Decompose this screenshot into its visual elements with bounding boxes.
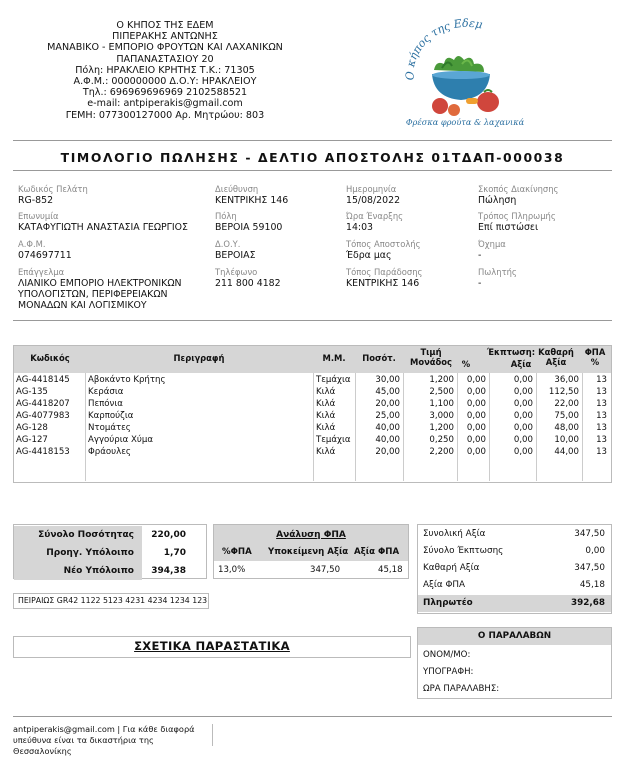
th-price: Τιμή Μονάδος (409, 347, 453, 367)
cell-net-value: 22,00 (554, 399, 579, 409)
table-row (14, 422, 611, 434)
cell-vat-pct: 13 (596, 399, 607, 409)
footer-line-1: antpiperakis@gmail.com | Για κάθε διαφορά (13, 724, 195, 734)
field-start-time: Ώρα Έναρξης 14:03 (346, 211, 404, 233)
cell-description: Καρπούζια (88, 411, 134, 421)
field-customer-profession: Επάγγελμα ΛΙΑΝΙΚΟ ΕΜΠΟΡΙΟ ΗΛΕΚΤΡΟΝΙΚΩΝ ΥΠΟΛΟΓΙΣΤΩΝ, ΠΕΡΙΦΕΡΕΙΑΚΩΝ ΜΟΝΑΔΩΝ ΚΑΙ ΛΟΓΙΣΜΙΚΟΥ (18, 267, 182, 311)
cell-discount-value: 0,00 (513, 387, 533, 397)
th-code: Κωδικός (30, 353, 70, 363)
receiver-box (417, 627, 612, 699)
receiver-signature-label: ΥΠΟΓΡΑΦΗ: (423, 667, 474, 677)
vegetable-bowl-icon (432, 56, 499, 116)
new-balance-row: Νέο Υπόλοιπο 394,38 (14, 562, 206, 580)
cell-description: Αγγούρια Χύμα (88, 435, 154, 445)
field-doy: Δ.Ο.Υ. ΒΕΡΟΙΑΣ (215, 239, 256, 261)
table-row (14, 446, 611, 458)
cell-qty: 20,00 (375, 399, 400, 409)
vat-row-pct: 13,0% (218, 565, 246, 575)
issuer-city: Πόλη: ΗΡΑΚΛΕΙΟ ΚΡΗΤΗΣ Τ.Κ.: 71305 (75, 64, 255, 76)
cell-unit: Τεμάχια (316, 435, 351, 445)
vat-row-base: 347,50 (310, 565, 341, 575)
footer-line-2: υπεύθυνα είναι τα δικαστήρια της Θεσσαλονίκης (13, 735, 154, 756)
cell-net-value: 10,00 (554, 435, 579, 445)
cell-vat-pct: 13 (596, 435, 607, 445)
cell-vat-pct: 13 (596, 387, 607, 397)
cell-discount-pct: 0,00 (466, 447, 486, 457)
info-divider (13, 320, 612, 321)
cell-net-value: 112,50 (548, 387, 579, 397)
cell-vat-pct: 13 (596, 375, 607, 385)
cell-price: 2,500 (429, 387, 454, 397)
cell-description: Ντομάτες (88, 423, 131, 433)
invoice-summary (417, 524, 612, 614)
vat-th-base: Υποκείμενη Αξία (268, 547, 349, 557)
cell-code: AG-4418153 (16, 447, 70, 457)
th-qty: Ποσότ. (362, 353, 396, 363)
cell-code: AG-4418145 (16, 375, 70, 385)
cell-unit: Κιλά (316, 447, 336, 457)
issuer-block (40, 20, 290, 121)
th-discount-pct: % (461, 359, 471, 369)
logo-arc-text: Ο κήπος της Εδεμ (403, 18, 484, 81)
issuer-activity: ΜΑΝΑΒΙΚΟ - ΕΜΠΟΡΙΟ ΦΡΟΥΤΩΝ ΚΑΙ ΛΑΧΑΝΙΚΩΝ (47, 42, 283, 54)
document-title: ΤΙΜΟΛΟΓΙΟ ΠΩΛΗΣΗΣ - ΔΕΛΤΙΟ ΑΠΟΣΤΟΛΗΣ 01ΤΔΑΠ-000038 (60, 150, 565, 165)
title-divider (13, 170, 612, 171)
company-logo (402, 18, 528, 130)
summary-discount: Σύνολο Έκπτωσης 0,00 (423, 546, 605, 556)
issuer-street: ΠΑΠΑΝΑΣΤΑΣΙΟΥ 20 (116, 53, 214, 65)
vat-row-value: 45,18 (378, 565, 403, 575)
cell-vat-pct: 13 (596, 423, 607, 433)
summary-vat: Αξία ΦΠΑ 45,18 (423, 580, 605, 590)
cell-vat-pct: 13 (596, 447, 607, 457)
quantity-totals (13, 524, 207, 579)
receiver-time-label: ΩΡΑ ΠΑΡΑΛΑΒΗΣ: (423, 684, 500, 694)
cell-code: AG-4077983 (16, 411, 70, 421)
cell-code: AG-135 (16, 387, 48, 397)
cell-discount-pct: 0,00 (466, 399, 486, 409)
vat-th-value: Αξία ΦΠΑ (354, 547, 400, 557)
issuer-email: e-mail: antpiperakis@gmail.com (87, 98, 243, 110)
cell-unit: Κιλά (316, 387, 336, 397)
cell-discount-value: 0,00 (513, 411, 533, 421)
cell-discount-pct: 0,00 (466, 375, 486, 385)
field-purpose: Σκοπός Διακίνησης Πώληση (478, 184, 559, 206)
cell-code: AG-128 (16, 423, 48, 433)
table-row (14, 398, 611, 410)
field-date: Ημερομηνία 15/08/2022 (346, 184, 401, 206)
th-discount: Έκπτωση: (486, 347, 536, 357)
cell-unit: Κιλά (316, 399, 336, 409)
cell-description: Αβοκάντο Κρήτης (88, 375, 166, 385)
issuer-gemh: ΓΕΜΗ: 077300127000 Αρ. Μητρώου: 803 (65, 109, 265, 121)
cell-vat-pct: 13 (596, 411, 607, 421)
issuer-phone: Τηλ.: 696969696969 2102588521 (82, 87, 248, 99)
items-table-header (14, 346, 611, 373)
footer-note (13, 724, 213, 756)
field-vehicle: Όχημα - (478, 239, 506, 261)
field-city: Πόλη ΒΕΡΟΙΑ 59100 (215, 211, 283, 233)
cell-unit: Κιλά (316, 411, 336, 421)
cell-description: Κεράσια (88, 387, 124, 397)
cell-net-value: 48,00 (554, 423, 579, 433)
cell-unit: Κιλά (316, 423, 336, 433)
field-customer-afm: Α.Φ.Μ. 074697711 (18, 239, 72, 261)
cell-net-value: 75,00 (554, 411, 579, 421)
cell-description: Φράουλες (88, 447, 131, 457)
issuer-name: Ο ΚΗΠΟΣ ΤΗΣ ΕΔΕΜ (116, 20, 214, 31)
receiver-name-label: ΟΝΟΜ/ΜΟ: (423, 650, 471, 660)
related-documents-title: ΣΧΕΤΙΚΑ ΠΑΡΑΣΤΑΤΙΚΑ (13, 636, 411, 658)
footer-divider (13, 716, 612, 717)
cell-price: 1,200 (429, 375, 454, 385)
field-payment: Τρόπος Πληρωμής Επί πιστώσει (478, 211, 556, 233)
th-description: Περιγραφή (173, 353, 225, 363)
header-divider (13, 140, 612, 141)
field-seller: Πωλητής - (478, 267, 517, 289)
table-row (14, 386, 611, 398)
bank-account: ΠΕΙΡΑΙΩΣ GR42 1122 5123 4231 4234 1234 123 (13, 593, 209, 609)
cell-discount-value: 0,00 (513, 375, 533, 385)
summary-net: Καθαρή Αξία 347,50 (423, 563, 605, 573)
cell-unit: Τεμάχια (316, 375, 351, 385)
cell-qty: 45,00 (375, 387, 400, 397)
table-row (14, 434, 611, 446)
prev-balance-row: Προηγ. Υπόλοιπο 1,70 (14, 544, 206, 562)
th-vat-pct: ΦΠΑ % (584, 347, 606, 367)
cell-discount-value: 0,00 (513, 435, 533, 445)
cell-qty: 20,00 (375, 447, 400, 457)
cell-price: 3,000 (429, 411, 454, 421)
table-row (14, 374, 611, 386)
logo-tagline: Φρέσκα φρούτα & λαχανικά (405, 117, 525, 127)
cell-discount-pct: 0,00 (466, 411, 486, 421)
cell-discount-value: 0,00 (513, 447, 533, 457)
cell-qty: 25,00 (375, 411, 400, 421)
cell-discount-value: 0,00 (513, 399, 533, 409)
th-discount-value: Αξία (510, 359, 532, 369)
cell-discount-pct: 0,00 (466, 435, 486, 445)
cell-description: Πεπόνια (88, 399, 123, 409)
items-table (13, 345, 612, 483)
cell-price: 0,250 (429, 435, 454, 445)
vat-analysis (213, 524, 409, 579)
cell-code: AG-4418207 (16, 399, 70, 409)
cell-code: AG-127 (16, 435, 48, 445)
summary-payable: Πληρωτέο 392,68 (418, 595, 611, 612)
vat-analysis-header (214, 525, 408, 561)
summary-gross: Συνολική Αξία 347,50 (423, 529, 605, 539)
cell-net-value: 36,00 (554, 375, 579, 385)
cell-discount-value: 0,00 (513, 423, 533, 433)
vat-analysis-title: Ανάλυση ΦΠΑ (276, 530, 346, 540)
total-qty-row: Σύνολο Ποσότητας 220,00 (14, 526, 206, 544)
field-phone: Τηλέφωνο 211 800 4182 (215, 267, 281, 289)
issuer-owner: ΠΙΠΕΡΑΚΗΣ ΑΝΤΩΝΗΣ (112, 31, 218, 43)
issuer-tax: Α.Φ.Μ.: 000000000 Δ.Ο.Υ: ΗΡΑΚΛΕΙΟΥ (73, 76, 257, 88)
cell-qty: 40,00 (375, 423, 400, 433)
receiver-title: Ο ΠΑΡΑΛΑΒΩΝ (418, 628, 611, 645)
cell-price: 2,200 (429, 447, 454, 457)
cell-qty: 40,00 (375, 435, 400, 445)
th-net-value: Καθαρή Αξία (538, 347, 574, 367)
vat-th-pct: %ΦΠΑ (222, 547, 252, 557)
th-unit: Μ.Μ. (322, 353, 346, 363)
field-customer-code: Κωδικός Πελάτη RG-852 (18, 184, 88, 206)
table-row (14, 410, 611, 422)
cell-discount-pct: 0,00 (466, 387, 486, 397)
cell-qty: 30,00 (375, 375, 400, 385)
field-delivery-place: Τόπος Παράδοσης ΚΕΝΤΡΙΚΗΣ 146 (346, 267, 423, 289)
field-customer-name: Επωνυμία ΚΑΤΑΦΥΓΙΩΤΗ ΑΝΑΣΤΑΣΙΑ ΓΕΩΡΓΙΟΣ (18, 211, 188, 233)
cell-net-value: 44,00 (554, 447, 579, 457)
field-address: Διεύθυνση ΚΕΝΤΡΙΚΗΣ 146 (215, 184, 289, 206)
cell-price: 1,100 (429, 399, 454, 409)
cell-price: 1,200 (429, 423, 454, 433)
cell-discount-pct: 0,00 (466, 423, 486, 433)
field-dispatch-place: Τόπος Αποστολής Έδρα μας (346, 239, 421, 261)
